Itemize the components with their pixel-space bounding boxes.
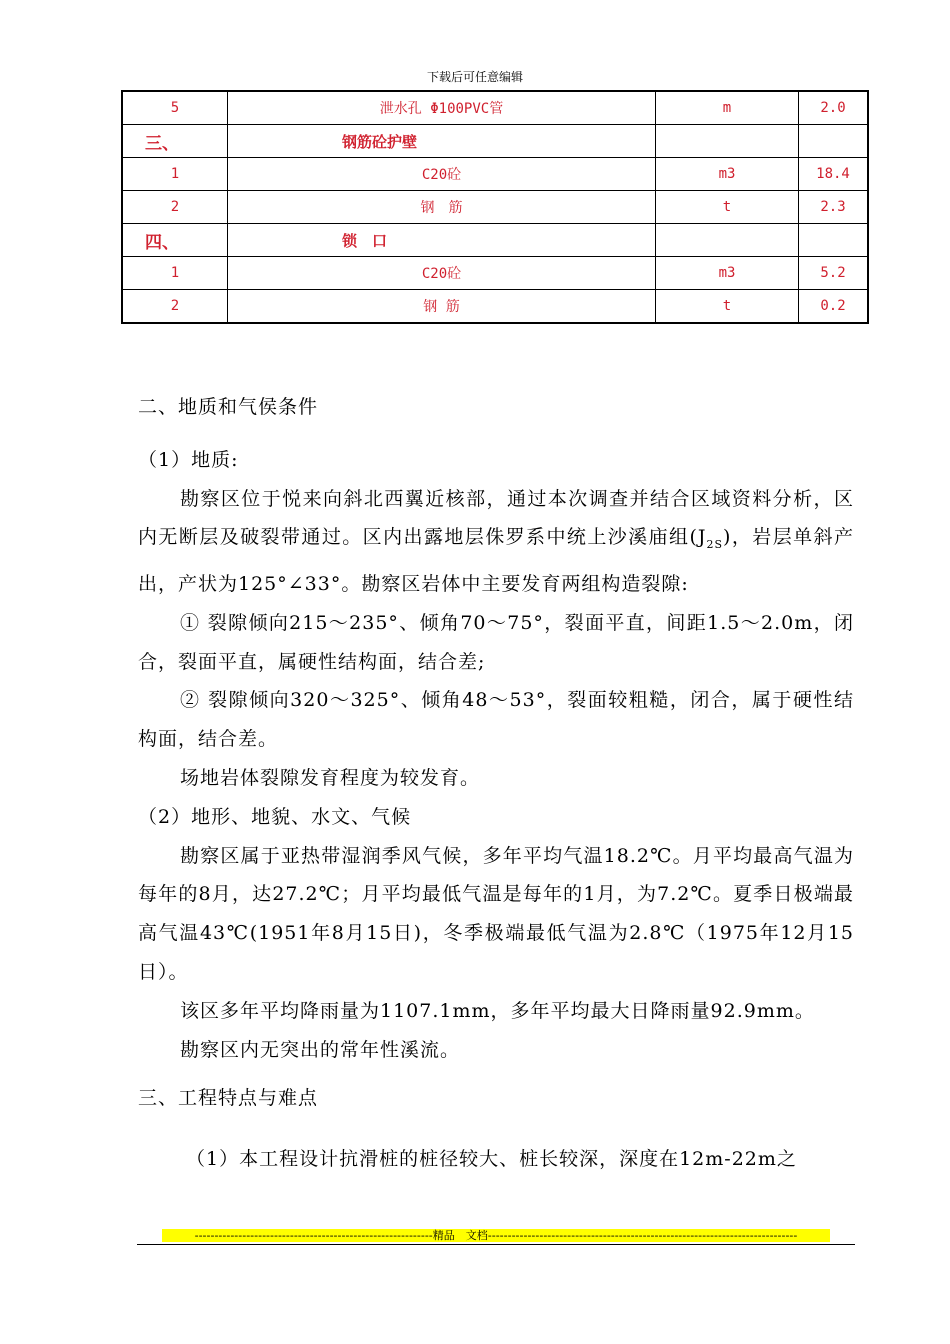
- table-row: [122, 290, 868, 324]
- footer-divider: [137, 1244, 855, 1245]
- cell-name: C20砼: [228, 158, 656, 191]
- paragraph-streams: 勘察区内无突出的常年性溪流。: [180, 1038, 461, 1061]
- table-section-row: [122, 224, 868, 257]
- table-row: [122, 158, 868, 191]
- cell-no: 1: [122, 257, 228, 290]
- cell-qty: 18.4: [799, 158, 869, 191]
- cell-qty: 2.3: [799, 191, 869, 224]
- cell-no: 1: [122, 158, 228, 191]
- section-name: 锁 口: [228, 224, 656, 257]
- cell-no: 5: [122, 91, 228, 125]
- cell-qty: 0.2: [799, 290, 869, 324]
- paragraph-fracture-summary: 场地岩体裂隙发育程度为较发育。: [180, 766, 481, 789]
- cell-name: 钢 筋: [228, 290, 656, 324]
- paragraph-rainfall: 该区多年平均降雨量为1107.1mm，多年平均最大日降雨量92.9mm。: [180, 999, 815, 1022]
- header-note: 下载后可任意编辑: [426, 70, 523, 84]
- subsection-title-terrain: （2）地形、地貌、水文、气候: [138, 805, 412, 828]
- document-body: [138, 388, 854, 1179]
- table-row: [122, 91, 868, 125]
- cell-qty: [799, 224, 869, 257]
- paragraph-geology-overview: [138, 480, 854, 604]
- quantity-table: [121, 90, 869, 324]
- section-heading-geology-climate: 二、地质和气侯条件: [138, 396, 319, 418]
- cell-unit: [656, 224, 799, 257]
- section-no: 四、: [122, 224, 228, 257]
- paragraph-text: )，岩层单斜产出，产状为125°∠33°。勘察区岩体中主要发育两组构造裂隙:: [138, 526, 855, 595]
- cell-unit: t: [656, 290, 799, 324]
- section-no: 三、: [122, 125, 228, 158]
- cell-qty: 5.2: [799, 257, 869, 290]
- paragraph-text: 勘察区位于悦来向斜北西翼近核部，通过本次调查并结合区域资料分析，区内无断层及破裂带通过。区内出露地层侏罗系中统上沙溪庙组(J: [138, 487, 854, 549]
- cell-no: 2: [122, 290, 228, 324]
- cell-unit: m3: [656, 257, 799, 290]
- paragraph-fracture-set-2: ② 裂隙倾向320～325°、倾角48～53°，裂面较粗糙，闭合，属于硬性结构面，结合差。: [138, 689, 854, 751]
- table-row: [122, 257, 868, 290]
- stratum-subscript: 2S: [706, 538, 724, 552]
- cell-unit: m3: [656, 158, 799, 191]
- cell-unit: [656, 125, 799, 158]
- cell-qty: 2.0: [799, 91, 869, 125]
- cell-unit: m: [656, 91, 799, 125]
- paragraph-climate: 勘察区属于亚热带湿润季风气候，多年平均气温18.2℃。月平均最高气温为每年的8月，达27.2℃；月平均最低气温是每年的1月，为7.2℃。夏季日极端最高气温43℃(1951年8月15日)，冬季极端最低气温为2.8℃（1975年12月15日）。: [138, 844, 854, 983]
- subsection-title-geology: （1）地质:: [138, 448, 239, 471]
- cell-name: 泄水孔 Φ100PVC管: [228, 91, 656, 125]
- cell-qty: [799, 125, 869, 158]
- cell-unit: t: [656, 191, 799, 224]
- table-row: [122, 191, 868, 224]
- cell-no: 2: [122, 191, 228, 224]
- cell-name: 钢 筋: [228, 191, 656, 224]
- table-section-row: [122, 125, 868, 158]
- section-name: 钢筋砼护壁: [228, 125, 656, 158]
- paragraph-fracture-set-1: ① 裂隙倾向215～235°、倾角70～75°，裂面平直，间距1.5～2.0m，闭合，裂面平直，属硬性结构面，结合差;: [138, 611, 854, 673]
- paragraph-feature-1: （1）本工程设计抗滑桩的桩径较大、桩长较深，深度在12m-22m之: [186, 1148, 797, 1171]
- footer-band: ------------------------------------------------------------精品 文档------------------------------------------------------------------------------: [162, 1229, 830, 1242]
- cell-name: C20砼: [228, 257, 656, 290]
- section-heading-features: 三、工程特点与难点: [138, 1087, 319, 1110]
